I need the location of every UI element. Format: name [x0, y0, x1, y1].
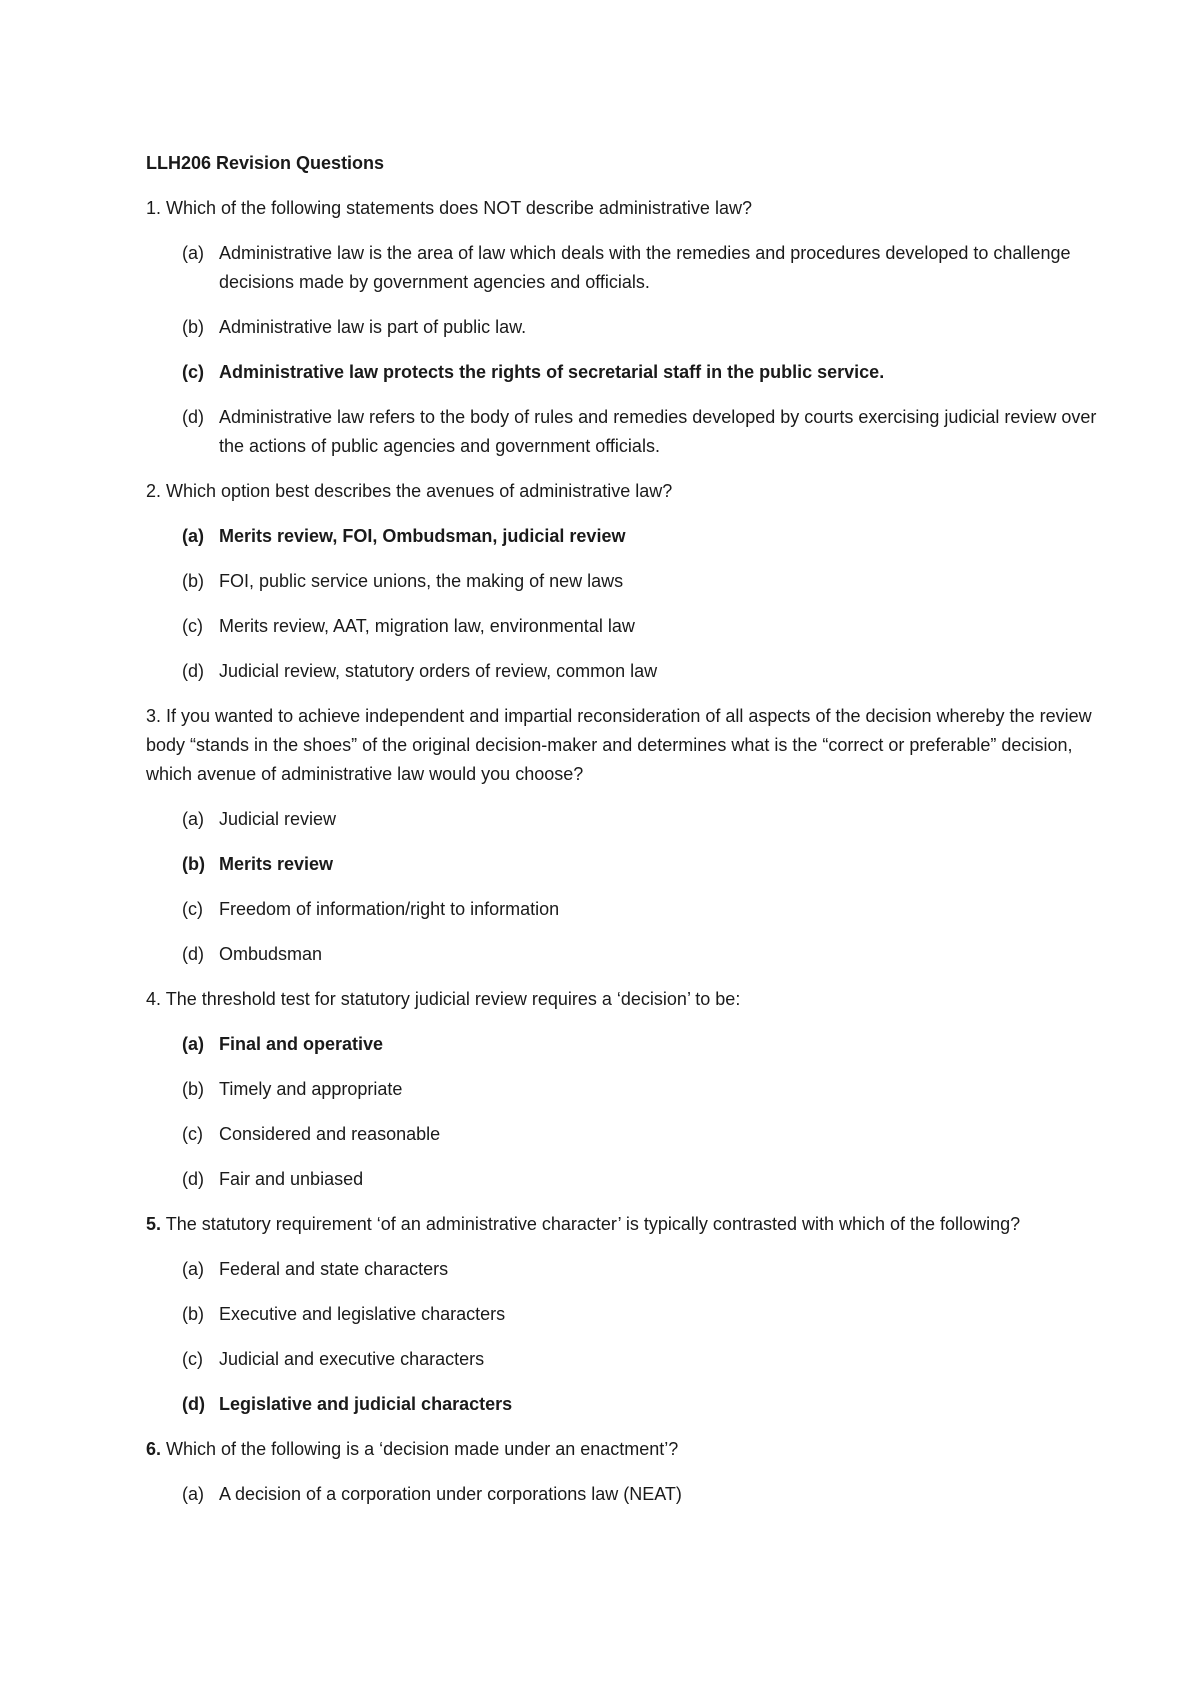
option-text: FOI, public service unions, the making of new laws — [219, 571, 624, 591]
option-letter: (a) — [182, 526, 204, 546]
option-correct — [146, 522, 1100, 551]
question-4 — [146, 985, 1100, 1014]
question-3 — [146, 702, 1100, 789]
option-correct — [146, 1390, 1100, 1419]
option-letter: (a) — [182, 243, 204, 263]
option-text: Merits review, AAT, migration law, environmental law — [219, 616, 635, 636]
option — [146, 403, 1100, 461]
option-letter: (c) — [182, 1349, 203, 1369]
question-1 — [146, 194, 1100, 223]
question-4-options — [146, 1030, 1100, 1194]
option-text: Merits review — [219, 854, 334, 874]
option-letter: (b) — [182, 1304, 204, 1324]
option-text: Considered and reasonable — [219, 1124, 441, 1144]
question-number: 3. — [146, 706, 162, 726]
option-text: Administrative law refers to the body of rules and remedies developed by courts exercising judicial review over the actions of public agencies and government officials. — [219, 407, 1097, 456]
option-correct — [146, 850, 1100, 879]
option-letter: (d) — [182, 1169, 204, 1189]
option-text: Administrative law is part of public law. — [219, 317, 527, 337]
option-letter: (d) — [182, 661, 204, 681]
option — [146, 567, 1100, 596]
option-letter: (a) — [182, 1034, 204, 1054]
option-text: Fair and unbiased — [219, 1169, 364, 1189]
option-letter: (a) — [182, 1259, 204, 1279]
option-letter: (c) — [182, 899, 203, 919]
question-text: The threshold test for statutory judicial review requires a ‘decision’ to be: — [165, 989, 741, 1009]
option — [146, 1345, 1100, 1374]
question-text: Which of the following statements does NOT describe administrative law? — [166, 198, 752, 218]
option-text: Executive and legislative characters — [219, 1304, 506, 1324]
question-number: 1. — [146, 198, 162, 218]
option-correct — [146, 358, 1100, 387]
option — [146, 1120, 1100, 1149]
option — [146, 313, 1100, 342]
option-letter: (c) — [182, 616, 203, 636]
option-text: A decision of a corporation under corporations law (NEAT) — [219, 1484, 682, 1504]
option-text: Judicial and executive characters — [219, 1349, 485, 1369]
option-text: Administrative law is the area of law which deals with the remedies and procedures developed to challenge decisions made by government agencies and officials. — [219, 243, 1071, 292]
document-title: LLH206 Revision Questions — [146, 153, 385, 173]
option-letter: (d) — [182, 944, 204, 964]
option — [146, 239, 1100, 297]
option — [146, 1255, 1100, 1284]
option — [146, 895, 1100, 924]
question-1-options — [146, 239, 1100, 461]
option — [146, 1075, 1100, 1104]
question-2-options — [146, 522, 1100, 686]
option-letter: (b) — [182, 317, 204, 337]
option-text: Administrative law protects the rights of secretarial staff in the public service. — [219, 362, 885, 382]
option-letter: (d) — [182, 1394, 205, 1414]
question-3-options — [146, 805, 1100, 969]
question-number: 6. — [146, 1439, 162, 1459]
option-letter: (b) — [182, 571, 204, 591]
question-number: 5. — [146, 1214, 162, 1234]
option-letter: (b) — [182, 1079, 204, 1099]
question-6-options — [146, 1480, 1100, 1509]
option-text: Timely and appropriate — [219, 1079, 403, 1099]
question-number: 2. — [146, 481, 162, 501]
option-text: Final and operative — [219, 1034, 384, 1054]
option-text: Merits review, FOI, Ombudsman, judicial review — [219, 526, 626, 546]
option — [146, 940, 1100, 969]
question-text: Which of the following is a ‘decision made under an enactment’? — [166, 1439, 679, 1459]
question-5-options — [146, 1255, 1100, 1419]
question-6 — [146, 1435, 1100, 1464]
option-letter: (c) — [182, 362, 204, 382]
option — [146, 612, 1100, 641]
option-letter: (b) — [182, 854, 205, 874]
option-correct — [146, 1030, 1100, 1059]
question-text: If you wanted to achieve independent and impartial reconsideration of all aspects of the decision whereby the review body “stands in the shoes” of the original decision-maker and determines what is the “correct or preferable” decision, which avenue of administrative law would you choose? — [146, 706, 1092, 784]
question-2 — [146, 477, 1100, 506]
option — [146, 805, 1100, 834]
question-text: Which option best describes the avenues of administrative law? — [166, 481, 673, 501]
question-number: 4. — [146, 989, 162, 1009]
question-text: The statutory requirement ‘of an administrative character’ is typically contrasted with which of the following? — [165, 1214, 1021, 1234]
option-text: Freedom of information/right to information — [219, 899, 560, 919]
question-5 — [146, 1210, 1100, 1239]
option-text: Federal and state characters — [219, 1259, 449, 1279]
option-letter: (c) — [182, 1124, 203, 1144]
option-text: Judicial review, statutory orders of review, common law — [219, 661, 658, 681]
option — [146, 1165, 1100, 1194]
option-text: Judicial review — [219, 809, 337, 829]
option-letter: (a) — [182, 1484, 204, 1504]
option-text: Ombudsman — [219, 944, 323, 964]
option — [146, 1300, 1100, 1329]
option-letter: (a) — [182, 809, 204, 829]
option-text: Legislative and judicial characters — [219, 1394, 513, 1414]
option-letter: (d) — [182, 407, 204, 427]
option — [146, 657, 1100, 686]
option — [146, 1480, 1100, 1509]
